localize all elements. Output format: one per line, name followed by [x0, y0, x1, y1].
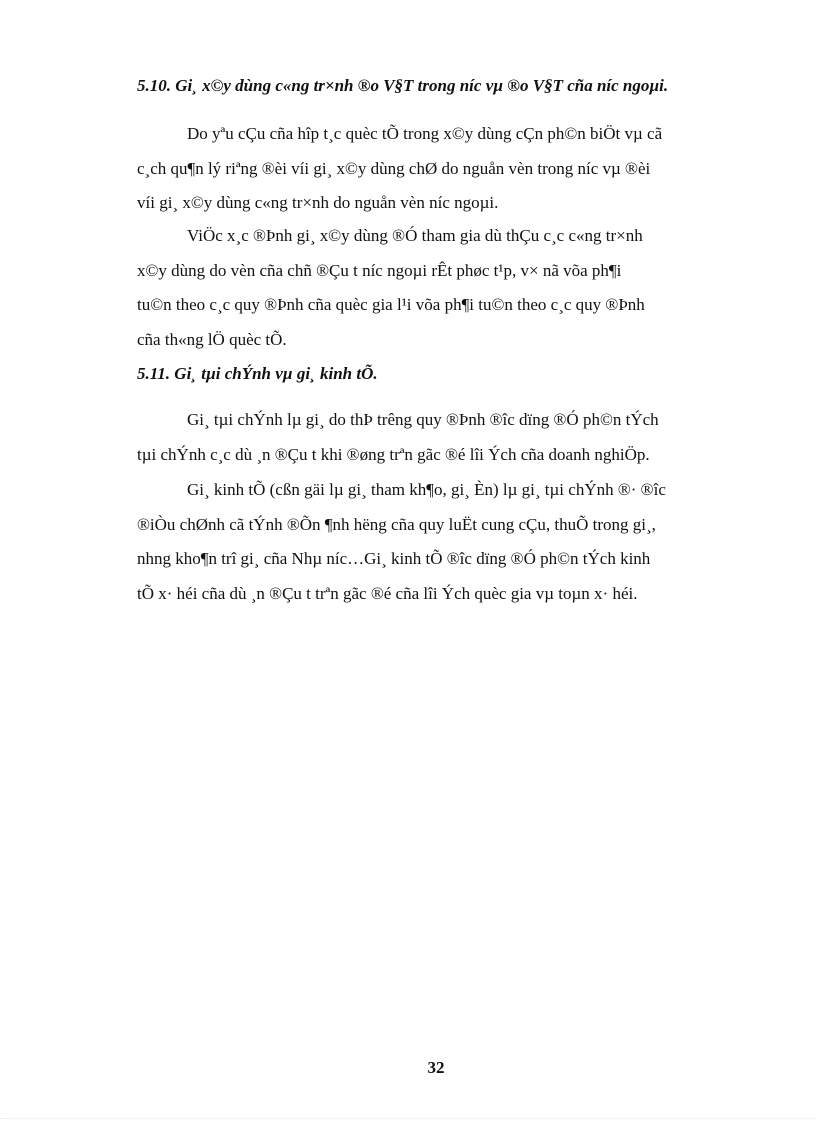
- text-line: ®iÒu chØnh cã tÝnh ®Õn ¶nh hëng cña quy luËt cung cÇu, thuÕ trong gi¸,: [137, 514, 656, 534]
- text-line: ViÖc x¸c ®Þnh gi¸ x©y dùng ®Ó tham gia dù thÇu c¸c c«ng tr×nh: [187, 226, 643, 245]
- section-heading-5-11: 5.11. Gi¸ tµi chÝnh vµ gi¸ kinh tÕ.: [137, 364, 378, 383]
- section-heading-5-10: 5.10. Gi¸ x©y dùng c«ng tr×nh ®o V§T trong níc vµ ®o V§T cña níc ngoµi.: [137, 76, 669, 95]
- page-bottom-divider: [0, 1118, 816, 1119]
- text-line: tu©n theo c¸c quy ®Þnh cña quèc gia l¹i võa ph¶i tu©n theo c¸c quy ®Þnh: [137, 295, 645, 314]
- text-line: tÕ x· héi cña dù ¸n ®Çu t trªn gãc ®é cña lîi Ých quèc gia vµ toµn x· héi.: [137, 583, 638, 603]
- text-line: c¸ch qu¶n lý riªng ®èi víi gi¸ x©y dùng chØ do nguån vèn trong níc vµ ®èi: [137, 158, 651, 178]
- text-line: nhng kho¶n trî gi¸ cña Nhµ níc…Gi¸ kinh tÕ ®îc dïng ®Ó ph©n tÝch kinh: [137, 549, 651, 568]
- paragraph-5-11-1: [137, 403, 739, 472]
- text-line: Do yªu cÇu cña hîp t¸c quèc tÕ trong x©y dùng cÇn ph©n biÖt vµ cã: [187, 124, 663, 143]
- paragraph-5-10-2: [137, 219, 739, 357]
- text-line: cña th«ng lÖ quèc tÕ.: [137, 329, 287, 349]
- text-line: x©y dùng do vèn cña chñ ®Çu t níc ngoµi rÊt phøc t¹p, v× nã võa ph¶i: [137, 260, 622, 280]
- paragraph-5-11-2: [137, 473, 739, 611]
- text-line: Gi¸ kinh tÕ (cßn gäi lµ gi¸ tham kh¶o, gi¸ Èn) lµ gi¸ tµi chÝnh ®· ®îc: [187, 480, 666, 499]
- page-number: 32: [427, 1058, 445, 1077]
- paragraph-5-10-1: [137, 117, 739, 221]
- text-line: víi gi¸ x©y dùng c«ng tr×nh do nguån vèn níc ngoµi.: [137, 193, 499, 212]
- text-line: Gi¸ tµi chÝnh lµ gi¸ do thÞ trêng quy ®Þnh ®îc dïng ®Ó ph©n tÝch: [187, 410, 659, 429]
- text-line: tµi chÝnh c¸c dù ¸n ®Çu t khi ®øng trªn gãc ®é lîi Ých cña doanh nghiÖp.: [137, 444, 650, 464]
